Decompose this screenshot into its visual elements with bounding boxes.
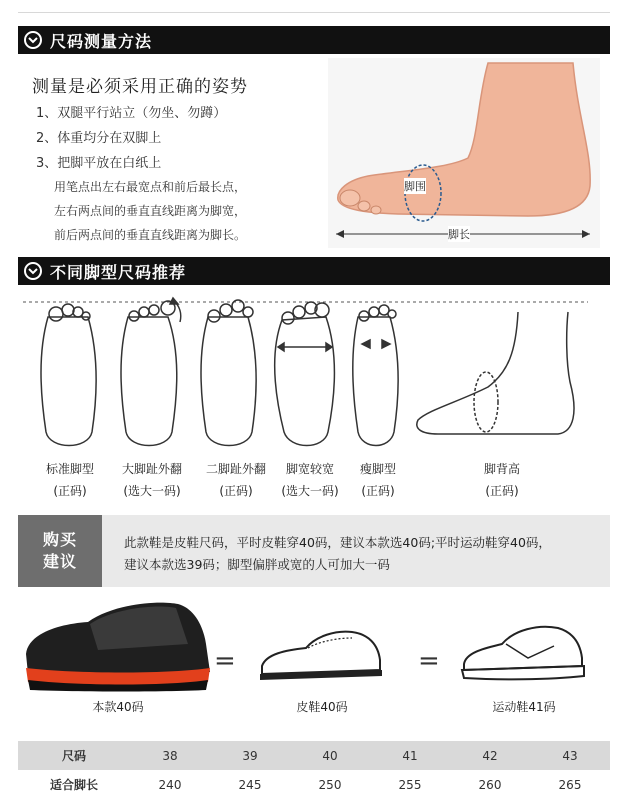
advice-tag-line: 建议: [42, 552, 77, 571]
foot-outline-second-toe: [201, 300, 256, 446]
product-shoe-image: [18, 594, 216, 694]
sport-shoe-illustration: [458, 618, 588, 684]
size-row: [18, 741, 610, 770]
advice-text: 建议本款选39码；脚型偏胖或宽的人可加大一码: [124, 557, 390, 572]
leather-shoe-illustration: [256, 624, 386, 684]
length-row-head: 适合脚长: [49, 778, 98, 792]
foot-type-label: 脚背高: [483, 462, 520, 476]
equals-sign: =: [214, 646, 236, 676]
length-cell: 250: [318, 777, 342, 792]
foot-photo: [328, 58, 600, 248]
size-table: [18, 741, 610, 799]
shoe-caption-sport: 运动鞋41码: [492, 700, 556, 714]
section-bar-recommend: [18, 257, 610, 285]
foot-type-sub: (正码): [361, 484, 395, 498]
foot-length-row: [18, 770, 610, 799]
foot-outline-thin: [353, 305, 398, 446]
size-cell: 42: [450, 741, 530, 770]
chevron-down-icon: [24, 262, 42, 280]
foot-types-illustration: [18, 292, 610, 452]
foot-type-label: 脚宽较宽: [285, 462, 334, 476]
foot-outline-standard: [41, 304, 96, 446]
shoe-caption-this: 本款40码: [92, 700, 144, 714]
foot-type-label: 二脚趾外翻: [205, 462, 266, 476]
measure-step: 1、双腿平行站立（勿坐、勿蹲）: [36, 106, 227, 121]
top-divider: [18, 0, 610, 13]
size-row-head: 尺码: [18, 741, 130, 770]
size-cell: 38: [130, 741, 210, 770]
advice-tag: [18, 515, 102, 587]
size-cell: 40: [290, 741, 370, 770]
foot-type-sub: (选大一码): [281, 484, 339, 498]
advice-text: 此款鞋是皮鞋尺码，平时皮鞋穿40码，建议本款选40码;平时运动鞋穿40码，: [124, 535, 551, 550]
equals-sign: =: [418, 646, 440, 676]
measure-step: 2、体重均分在双脚上: [36, 131, 162, 146]
label-girth: 脚围: [404, 180, 426, 193]
foot-type-label: 瘦脚型: [359, 462, 396, 476]
shoe-caption-leather: 皮鞋40码: [296, 700, 348, 714]
chevron-down-icon: [24, 31, 42, 49]
length-cell: 255: [398, 777, 422, 792]
section-title-recommend: 不同脚型尺码推荐: [50, 262, 187, 282]
size-cell: 41: [370, 741, 450, 770]
advice-tag-line: 购买: [42, 530, 77, 549]
foot-type-sub: (选大一码): [123, 484, 181, 498]
length-cell: 240: [158, 777, 182, 792]
foot-type-sub: (正码): [485, 484, 519, 498]
foot-type-sub: (正码): [53, 484, 87, 498]
size-cell: 39: [210, 741, 290, 770]
measure-note: 用笔点出左右最宽点和前后最长点，: [54, 180, 247, 194]
measure-heading: 测量是必须采用正确的姿势: [32, 77, 248, 97]
foot-type-sub: (正码): [219, 484, 253, 498]
section-bar-measure: [18, 26, 610, 54]
measure-note: 前后两点间的垂直直线距离为脚长。: [54, 228, 247, 242]
label-length: 脚长: [448, 228, 470, 241]
size-cell: 43: [530, 741, 610, 770]
measure-note: 左右两点间的垂直直线距离为脚宽，: [54, 204, 247, 218]
foot-outline-high-instep: [417, 312, 574, 434]
advice-box: [18, 515, 610, 587]
foot-type-label: 标准脚型: [45, 462, 94, 476]
length-cell: 265: [558, 777, 582, 792]
length-cell: 260: [478, 777, 502, 792]
foot-type-label: 大脚趾外翻: [121, 462, 182, 476]
length-cell: 245: [238, 777, 262, 792]
measure-step: 3、把脚平放在白纸上: [36, 156, 162, 171]
section-title-measure: 尺码测量方法: [50, 31, 153, 51]
foot-outline-wide: [275, 302, 335, 446]
foot-outline-bunion: [121, 298, 181, 446]
